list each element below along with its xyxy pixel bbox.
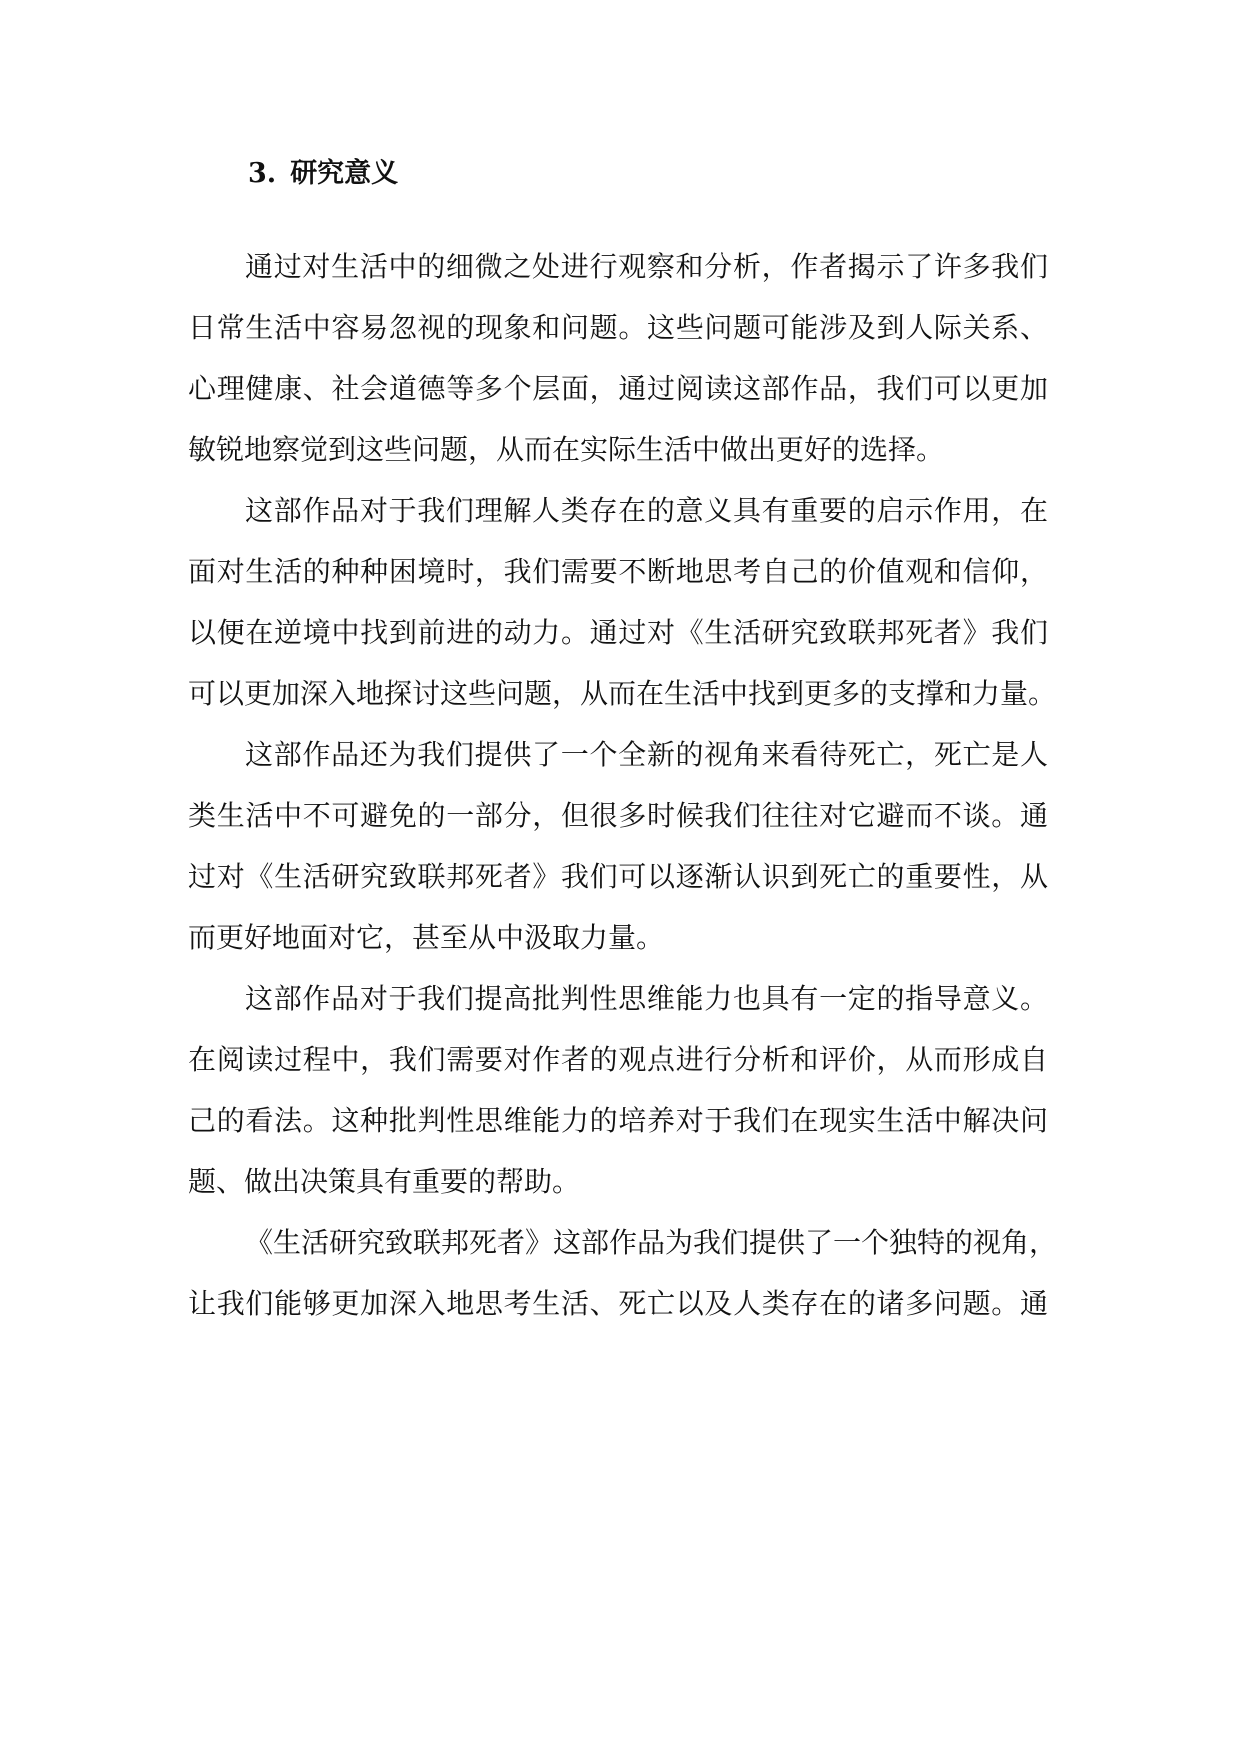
paragraph-line: 心理健康、社会道德等多个层面，通过阅读这部作品，我们可以更加 — [188, 372, 1048, 405]
section-title: 研究意义 — [290, 158, 399, 189]
paragraph-observation — [188, 236, 1048, 480]
paragraph-line: 可以更加深入地探讨这些问题，从而在生活中找到更多的支撑和力量。 — [188, 677, 1057, 710]
section-heading — [188, 143, 1048, 204]
paragraph-line: 己的看法。这种批判性思维能力的培养对于我们在现实生活中解决问 — [188, 1104, 1048, 1137]
paragraph-line: 敏锐地察觉到这些问题，从而在实际生活中做出更好的选择。 — [188, 433, 945, 466]
paragraph-line: 类生活中不可避免的一部分，但很多时候我们往往对它避而不谈。通 — [188, 799, 1048, 832]
section-number: 3. — [248, 158, 277, 189]
paragraph-meaning-of-existence — [188, 480, 1057, 724]
paragraph-line: 通过对生活中的细微之处进行观察和分析，作者揭示了许多我们 — [245, 250, 1048, 283]
paragraph-line: 面对生活的种种困境时，我们需要不断地思考自己的价值观和信仰， — [188, 555, 1048, 588]
paragraph-line: 过对《生活研究致联邦死者》我们可以逐渐认识到死亡的重要性，从 — [188, 860, 1048, 893]
paragraph-critical-thinking — [188, 968, 1048, 1212]
paragraph-line: 这部作品对于我们提高批判性思维能力也具有一定的指导意义。 — [245, 982, 1048, 1015]
paragraph-line: 让我们能够更加深入地思考生活、死亡以及人类存在的诸多问题。通 — [188, 1287, 1048, 1320]
paragraph-line: 以便在逆境中找到前进的动力。通过对《生活研究致联邦死者》我们 — [188, 616, 1048, 649]
paragraph-line: 这部作品对于我们理解人类存在的意义具有重要的启示作用，在 — [245, 494, 1048, 527]
paragraph-line: 这部作品还为我们提供了一个全新的视角来看待死亡，死亡是人 — [245, 738, 1048, 771]
paragraph-line: 《生活研究致联邦死者》这部作品为我们提供了一个独特的视角， — [245, 1226, 1058, 1259]
paragraph-view-on-death — [188, 724, 1048, 968]
paragraph-line: 而更好地面对它，甚至从中汲取力量。 — [188, 921, 665, 954]
paragraph-line: 在阅读过程中，我们需要对作者的观点进行分析和评价，从而形成自 — [188, 1043, 1048, 1076]
paragraph-summary — [188, 1212, 1058, 1334]
document-body — [188, 143, 1058, 1334]
paragraph-line: 日常生活中容易忽视的现象和问题。这些问题可能涉及到人际关系、 — [188, 311, 1048, 344]
paragraph-line: 题、做出决策具有重要的帮助。 — [188, 1165, 581, 1198]
